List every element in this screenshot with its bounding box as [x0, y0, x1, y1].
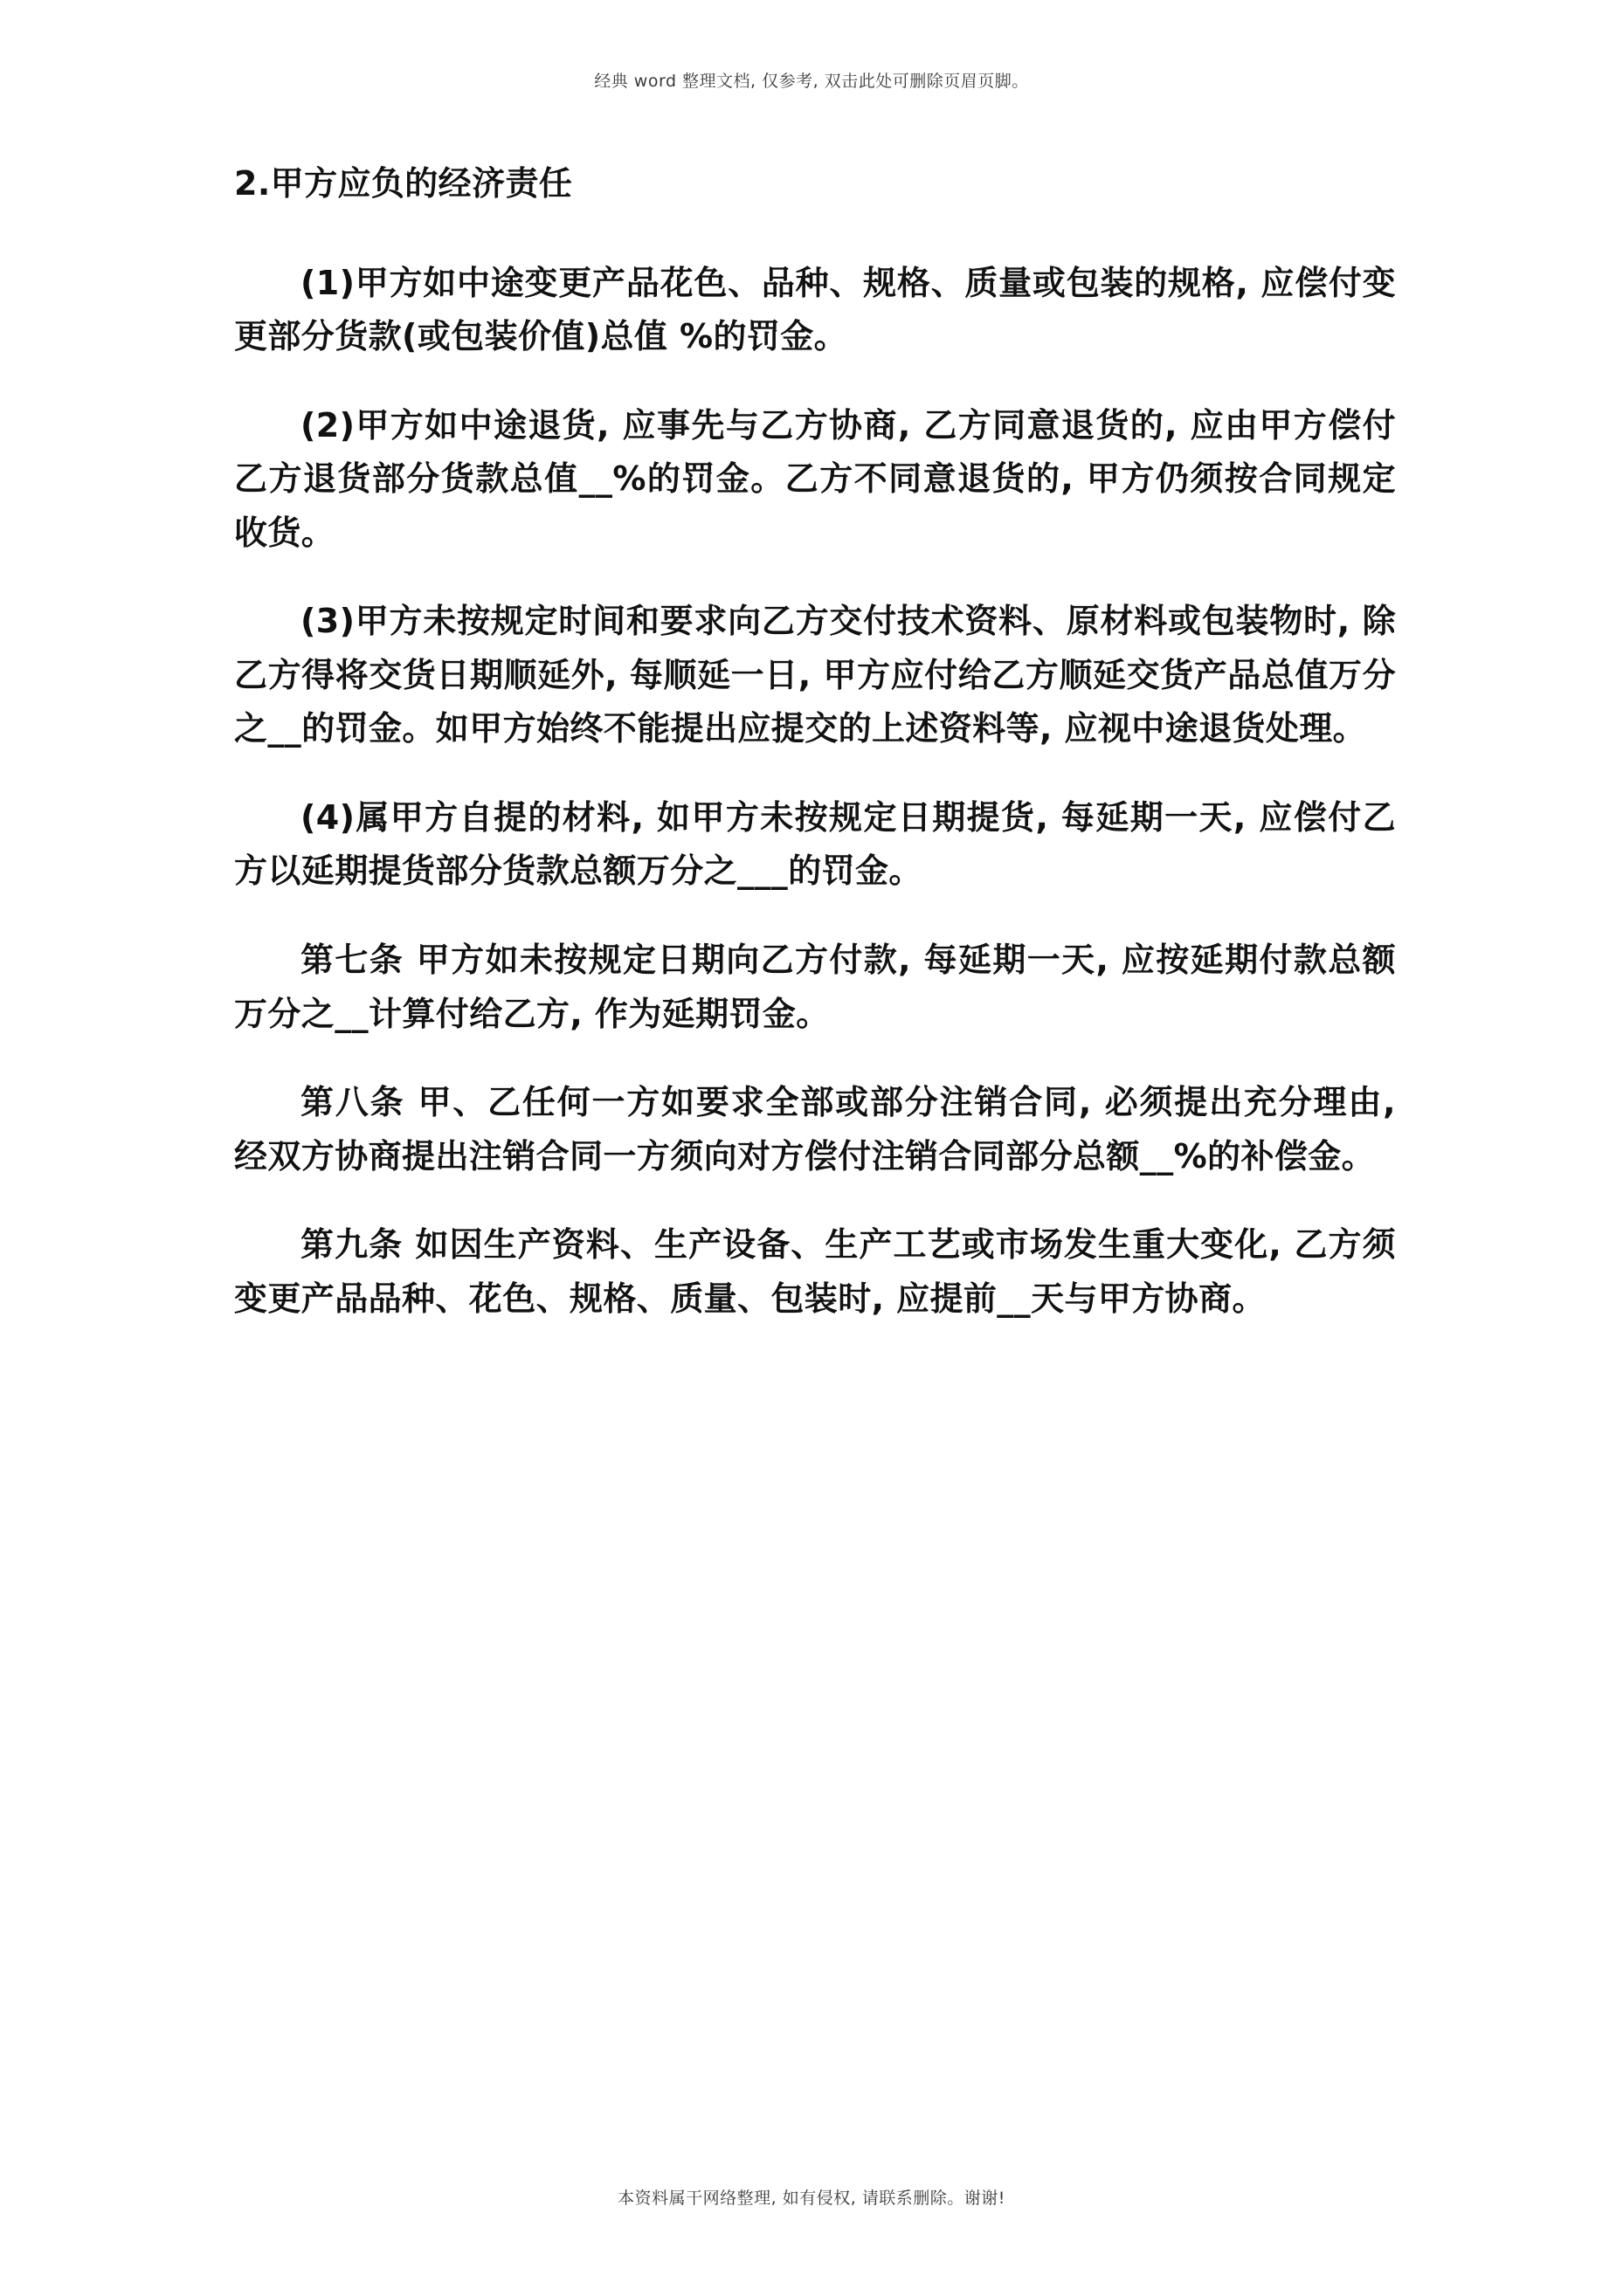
clause-3-paragraph: (3)甲方未按规定时间和要求向乙方交付技术资料、原材料或包装物时, 除乙方得将交货日期顺延外, 每顺延一日, 甲方应付给乙方顺延交货产品总值万分之__的罚金。如甲方始终不能提出应提交的上述资料等, 应视中途退货处理。 [234, 602, 1396, 748]
article-9-paragraph: 第九条 如因生产资料、生产设备、生产工艺或市场发生重大变化, 乙方须变更产品品种、花色、规格、质量、包装时, 应提前__天与甲方协商。 [234, 1225, 1396, 1318]
document-body [234, 157, 1396, 1361]
clause-1-paragraph: (1)甲方如中途变更产品花色、品种、规格、质量或包装的规格, 应偿付变更部分货款(或包装价值)总值 %的罚金。 [234, 263, 1396, 356]
clause-2-paragraph: (2)甲方如中途退货, 应事先与乙方协商, 乙方同意退货的, 应由甲方偿付乙方退货部分货款总值__%的罚金。乙方不同意退货的, 甲方仍须按合同规定收货。 [234, 405, 1396, 552]
page-header-note: 经典 word 整理文档, 仅参考, 双击此处可删除页眉页脚。 [594, 72, 1029, 91]
article-8-paragraph: 第八条 甲、乙任何一方如要求全部或部分注销合同, 必须提出充分理由, 经双方协商提出注销合同一方须向对方偿付注销合同部分总额__%的补偿金。 [234, 1083, 1396, 1176]
article-7-paragraph: 第七条 甲方如未按规定日期向乙方付款, 每延期一天, 应按延期付款总额万分之__计算付给乙方, 作为延期罚金。 [234, 941, 1396, 1033]
page-footer-note: 本资料属干网络整理, 如有侵权, 请联系删除。谢谢! [618, 2189, 1005, 2208]
section-heading-economic-responsibility: 2.甲方应负的经济责任 [234, 164, 573, 203]
clause-4-paragraph: (4)属甲方自提的材料, 如甲方未按规定日期提货, 每延期一天, 应偿付乙方以延期提货部分货款总额万分之___的罚金。 [234, 797, 1396, 891]
